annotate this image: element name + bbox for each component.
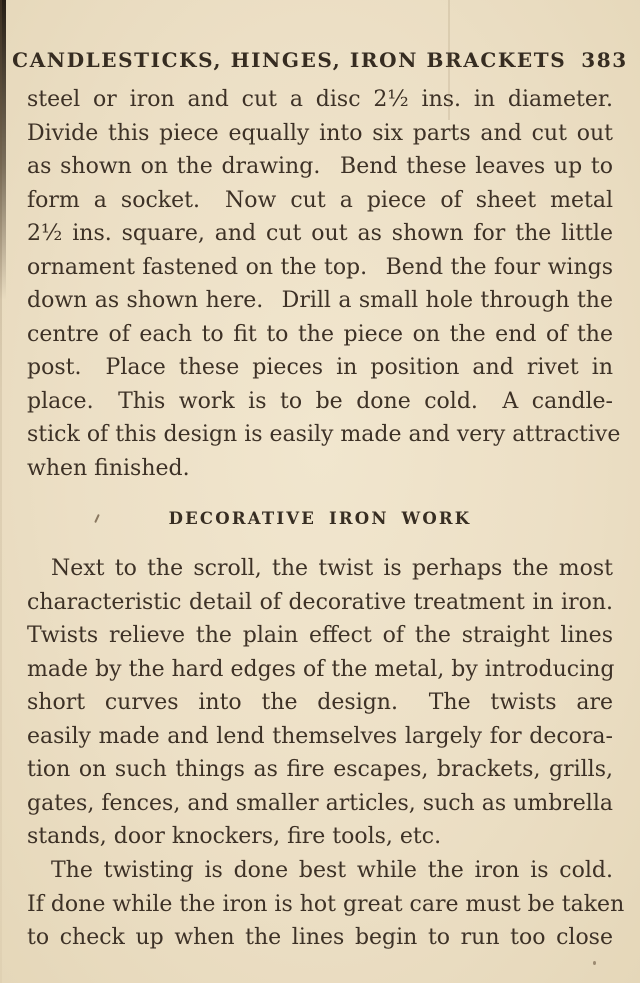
running-header — [0, 48, 640, 72]
ink-speck — [593, 961, 596, 965]
page-number: 383 — [581, 48, 628, 72]
text-line: 2½ ins. square, and cut out as shown for the little — [27, 221, 613, 246]
paragraph-2 — [27, 552, 613, 854]
text-line: tion on such things as fire escapes, brackets, grills, — [27, 757, 613, 782]
text-line: form a socket. Now cut a piece of sheet metal — [27, 187, 613, 213]
paragraph-3 — [27, 854, 625, 955]
text-line: stands, door knockers, fire tools, etc. — [27, 824, 442, 849]
text-line: stick of this design is easily made and very attractive — [27, 422, 621, 447]
text-line: gates, fences, and smaller articles, such as umbrella — [27, 790, 613, 816]
text-line: steel or iron and cut a disc 2½ ins. in diameter. — [27, 87, 613, 112]
text-line: ornament fastened on the top. Bend the four wings — [27, 254, 613, 280]
text-line: characteristic detail of decorative treatment in iron. — [27, 589, 613, 615]
text-line: as shown on the drawing. Bend these leaves up to — [27, 154, 613, 179]
text-line: to check up when the lines begin to run too close — [27, 925, 613, 950]
text-line: easily made and lend themselves largely for decora- — [27, 723, 613, 749]
section-heading: DECORATIVE IRON WORK — [168, 509, 472, 528]
text-line: place. This work is to be done cold. A candle- — [27, 388, 613, 414]
running-header-title: CANDLESTICKS, HINGES, IRON BRACKETS — [12, 48, 567, 72]
text-line: when finished. — [27, 455, 190, 481]
text-line: Twists relieve the plain effect of the straight lines — [27, 623, 613, 648]
text-line: short curves into the design. The twists are — [27, 690, 613, 715]
text-line: made by the hard edges of the metal, by introducing — [27, 656, 615, 682]
text-line: down as shown here. Drill a small hole through the — [27, 288, 613, 313]
text-line: The twisting is done best while the iron is cold. — [51, 858, 613, 883]
paper-crease — [448, 0, 450, 120]
text-line: centre of each to fit to the piece on the end of the — [27, 321, 613, 347]
text-line: Divide this piece equally into six parts and cut out — [27, 120, 613, 146]
text-line: post. Place these pieces in position and rivet in — [27, 355, 613, 380]
text-line: If done while the iron is hot great care must be taken — [27, 891, 625, 917]
paragraph-1 — [27, 83, 621, 485]
text-line: Next to the scroll, the twist is perhaps the most — [51, 556, 613, 581]
page-edge-shading — [0, 0, 2, 983]
